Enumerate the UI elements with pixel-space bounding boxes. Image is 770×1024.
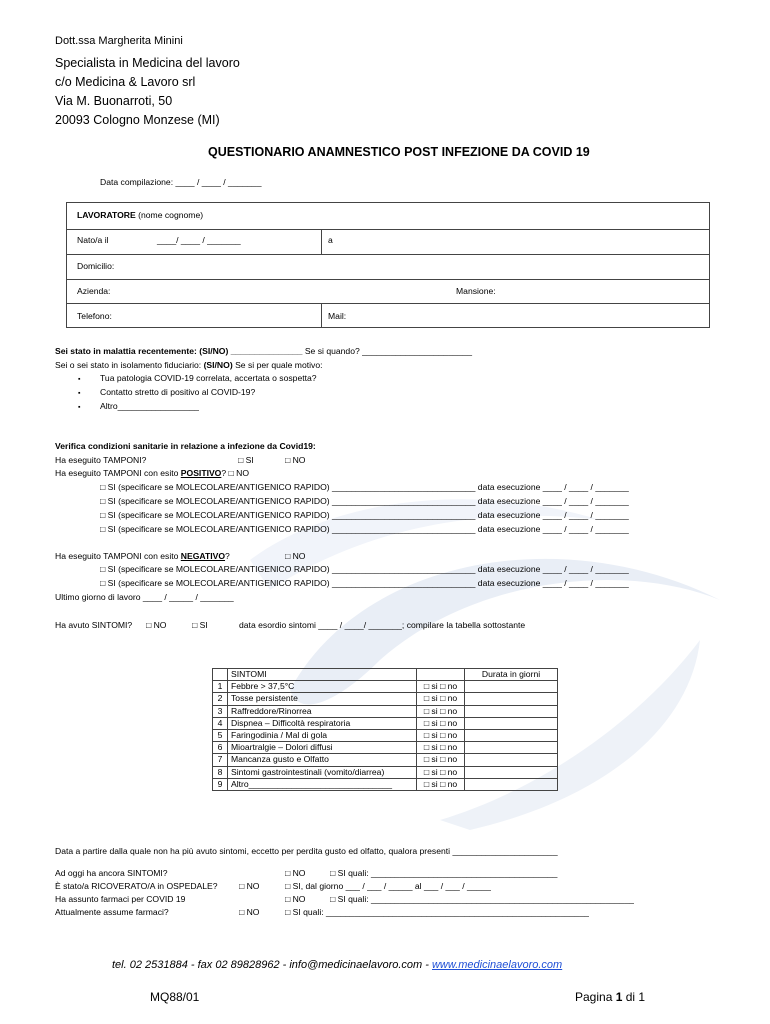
duration-cell[interactable] [465,754,558,766]
symptom-checkbox[interactable]: □ si □ no [417,717,465,729]
symptoms-si-checkbox[interactable]: □ SI [192,620,208,630]
worker-hint: (nome cognome) [135,210,204,220]
symptom-checkbox[interactable]: □ si □ no [417,730,465,742]
isolation-reason-prompt: Se si per quale motivo: [232,360,323,370]
hospital-si[interactable]: □ SI, dal giorno ___ / ___ / _____ al ___ / ___ / _____ [285,881,491,891]
current-drugs-no[interactable]: □ NO [239,907,260,917]
isolation-question[interactable] [55,360,323,370]
worker-info-box [66,202,710,328]
page-number-prefix: Pagina [575,990,616,1004]
symptoms-no-checkbox[interactable]: □ NO [146,620,167,630]
positive-question-text: Ha eseguito TAMPONI con esito [55,468,181,478]
duration-cell[interactable] [465,693,558,705]
table-row: 5 Faringodinia / Mal di gola □ si □ no [213,730,558,742]
symptom-checkbox[interactable]: □ si □ no [417,766,465,778]
positive-swab-line[interactable]: □ SI (specificare se MOLECOLARE/ANTIGENICO RAPIDO) ______________________________ data esecuzione ____ / ____ / _______ [100,510,629,520]
footer-contact [112,959,562,971]
company-city: 20093 Cologno Monzese (MI) [55,113,220,127]
symptom-checkbox[interactable]: □ si □ no [417,742,465,754]
negative-word: NEGATIVO [180,551,226,561]
illness-question[interactable] [55,346,472,356]
negative-question[interactable] [55,551,230,561]
reason-bullet: ▪ [78,404,81,411]
worker-name-field[interactable] [77,210,203,220]
symptom-checkbox[interactable]: □ si □ no [417,693,465,705]
tamponi-si-checkbox[interactable]: □ SI [238,455,254,465]
hospital-no[interactable]: □ NO [239,881,260,891]
table-row: 4 Dispnea – Difficoltà respiratoria □ si □ no [213,717,558,729]
covid-drugs-no[interactable]: □ NO [285,894,306,904]
duration-cell[interactable] [465,778,558,790]
table-row: 3 Raffreddore/Rinorrea □ si □ no [213,705,558,717]
current-symptoms-question: Ad oggi ha ancora SINTOMI? [55,868,168,878]
negative-swab-line[interactable]: □ SI (specificare se MOLECOLARE/ANTIGENICO RAPIDO) ______________________________ data esecuzione ____ / ____ / _______ [100,578,629,588]
symptoms-question: Ha avuto SINTOMI? [55,620,133,630]
symptom-free-date[interactable]: Data a partire dalla quale non ha più avuto sintomi, eccetto per perdita gusto ed olfatto, qualora presenti ______________________ [55,846,558,856]
positive-swab-line[interactable]: □ SI (specificare se MOLECOLARE/ANTIGENICO RAPIDO) ______________________________ data esecuzione ____ / ____ / _______ [100,524,629,534]
domicile-field[interactable]: Domicilio: [77,261,115,271]
negative-swab-line[interactable]: □ SI (specificare se MOLECOLARE/ANTIGENICO RAPIDO) ______________________________ data esecuzione ____ / ____ / _______ [100,564,629,574]
worker-label: LAVORATORE [77,210,136,220]
illness-question-bold: Sei stato in malattia recentemente: (SI/NO) _______________ [55,346,303,356]
table-header-row [213,669,558,681]
current-drugs-question: Attualmente assume farmaci? [55,907,169,917]
symptom-checkbox[interactable]: □ si □ no [417,778,465,790]
website-link[interactable]: www.medicinaelavoro.com [431,959,563,971]
duration-column-header: Durata in giorni [465,669,558,681]
duration-cell[interactable] [465,742,558,754]
page-number-value: 1 [615,990,623,1004]
duration-cell[interactable] [465,681,558,693]
tamponi-no-checkbox[interactable]: □ NO [285,455,306,465]
reason-bullet: ▪ [78,376,81,383]
table-row: 1 Febbre > 37,5°C □ si □ no [213,681,558,693]
positive-swab-line[interactable]: □ SI (specificare se MOLECOLARE/ANTIGENICO RAPIDO) ______________________________ data esecuzione ____ / ____ / _______ [100,482,629,492]
illness-when: Se si quando? _______________________ [302,346,473,356]
covid-drugs-question: Ha assunto farmaci per COVID 19 [55,894,186,904]
duration-cell[interactable] [465,766,558,778]
table-row: 2 Tosse persistente □ si □ no [213,693,558,705]
current-symptoms-no[interactable]: □ NO [285,868,306,878]
mail-field[interactable]: Mail: [328,311,347,321]
born-place-field[interactable]: a [328,235,333,245]
negative-question-mark: ? [225,551,230,561]
company-field[interactable]: Azienda: [77,286,111,296]
table-row: 6 Mioartralgie – Dolori diffusi □ si □ no [213,742,558,754]
negative-no-checkbox[interactable]: □ NO [285,551,306,561]
compilation-date[interactable]: Data compilazione: ____ / ____ / _______ [100,177,262,187]
footer-contact-text: tel. 02 2531884 - fax 02 89828962 - info@medicinaelavoro.com - [112,959,432,971]
role-field[interactable]: Mansione: [456,286,496,296]
current-drugs-si[interactable]: □ SI quali: _______________________________________________________ [285,907,589,917]
last-work-day[interactable]: Ultimo giorno di lavoro ____ / _____ / _______ [55,592,234,602]
born-label: Nato/a il [77,235,109,245]
phone-field[interactable]: Telefono: [77,311,112,321]
symptoms-table [212,668,558,791]
doctor-name: Dott.ssa Margherita Minini [55,35,183,47]
doctor-specialty: Specialista in Medicina del lavoro [55,56,240,70]
duration-cell[interactable] [465,717,558,729]
company-street: Via M. Buonarroti, 50 [55,94,173,108]
table-row: 9 Altro______________________________ □ si □ no [213,778,558,790]
duration-cell[interactable] [465,705,558,717]
positive-word: POSITIVO [180,468,222,478]
page-number-total: di 1 [622,990,646,1004]
document-code: MQ88/01 [150,990,200,1004]
symptom-checkbox[interactable]: □ si □ no [417,754,465,766]
symptoms-onset[interactable]: data esordio sintomi ____ / ____/ _______; compilare la tabella sottostante [239,620,526,630]
born-date-field[interactable]: ____/ ____ / _______ [157,235,241,245]
page-number [575,990,645,1004]
isolation-yes-no: (SI/NO) [203,360,233,370]
table-row: 7 Mancanza gusto e Olfatto □ si □ no [213,754,558,766]
positive-swab-line[interactable]: □ SI (specificare se MOLECOLARE/ANTIGENICO RAPIDO) ______________________________ data esecuzione ____ / ____ / _______ [100,496,629,506]
company-name: c/o Medicina & Lavoro srl [55,75,196,89]
verify-heading: Verifica condizioni sanitarie in relazione a infezione da Covid19: [55,441,316,451]
tamponi-question: Ha eseguito TAMPONI? [55,455,147,465]
duration-cell[interactable] [465,730,558,742]
table-row: 8 Sintomi gastrointestinali (vomito/diarrea) □ si □ no [213,766,558,778]
symptom-checkbox[interactable]: □ si □ no [417,681,465,693]
page-title: QUESTIONARIO ANAMNESTICO POST INFEZIONE DA COVID 19 [208,145,590,159]
reason-item[interactable]: Contatto stretto di positivo al COVID-19? [100,387,256,397]
positive-no-checkbox: ? □ NO [221,468,250,478]
reason-item[interactable]: Altro_________________ [100,401,199,411]
symptoms-column-header: SINTOMI [228,669,417,681]
negative-question-text: Ha eseguito TAMPONI con esito [55,551,181,561]
isolation-question-text: Sei o sei stato in isolamento fiduciario: [55,360,204,370]
current-symptoms-si[interactable]: □ SI quali: _______________________________________ [330,868,558,878]
positive-question[interactable] [55,468,249,478]
symptom-checkbox[interactable]: □ si □ no [417,705,465,717]
covid-drugs-si[interactable]: □ SI quali: _______________________________________________________ [330,894,634,904]
reason-item[interactable]: Tua patologia COVID-19 correlata, accertata o sospetta? [100,373,317,383]
hospital-question: È stato/a RICOVERATO/A in OSPEDALE? [55,881,218,891]
reason-bullet: ▪ [78,390,81,397]
